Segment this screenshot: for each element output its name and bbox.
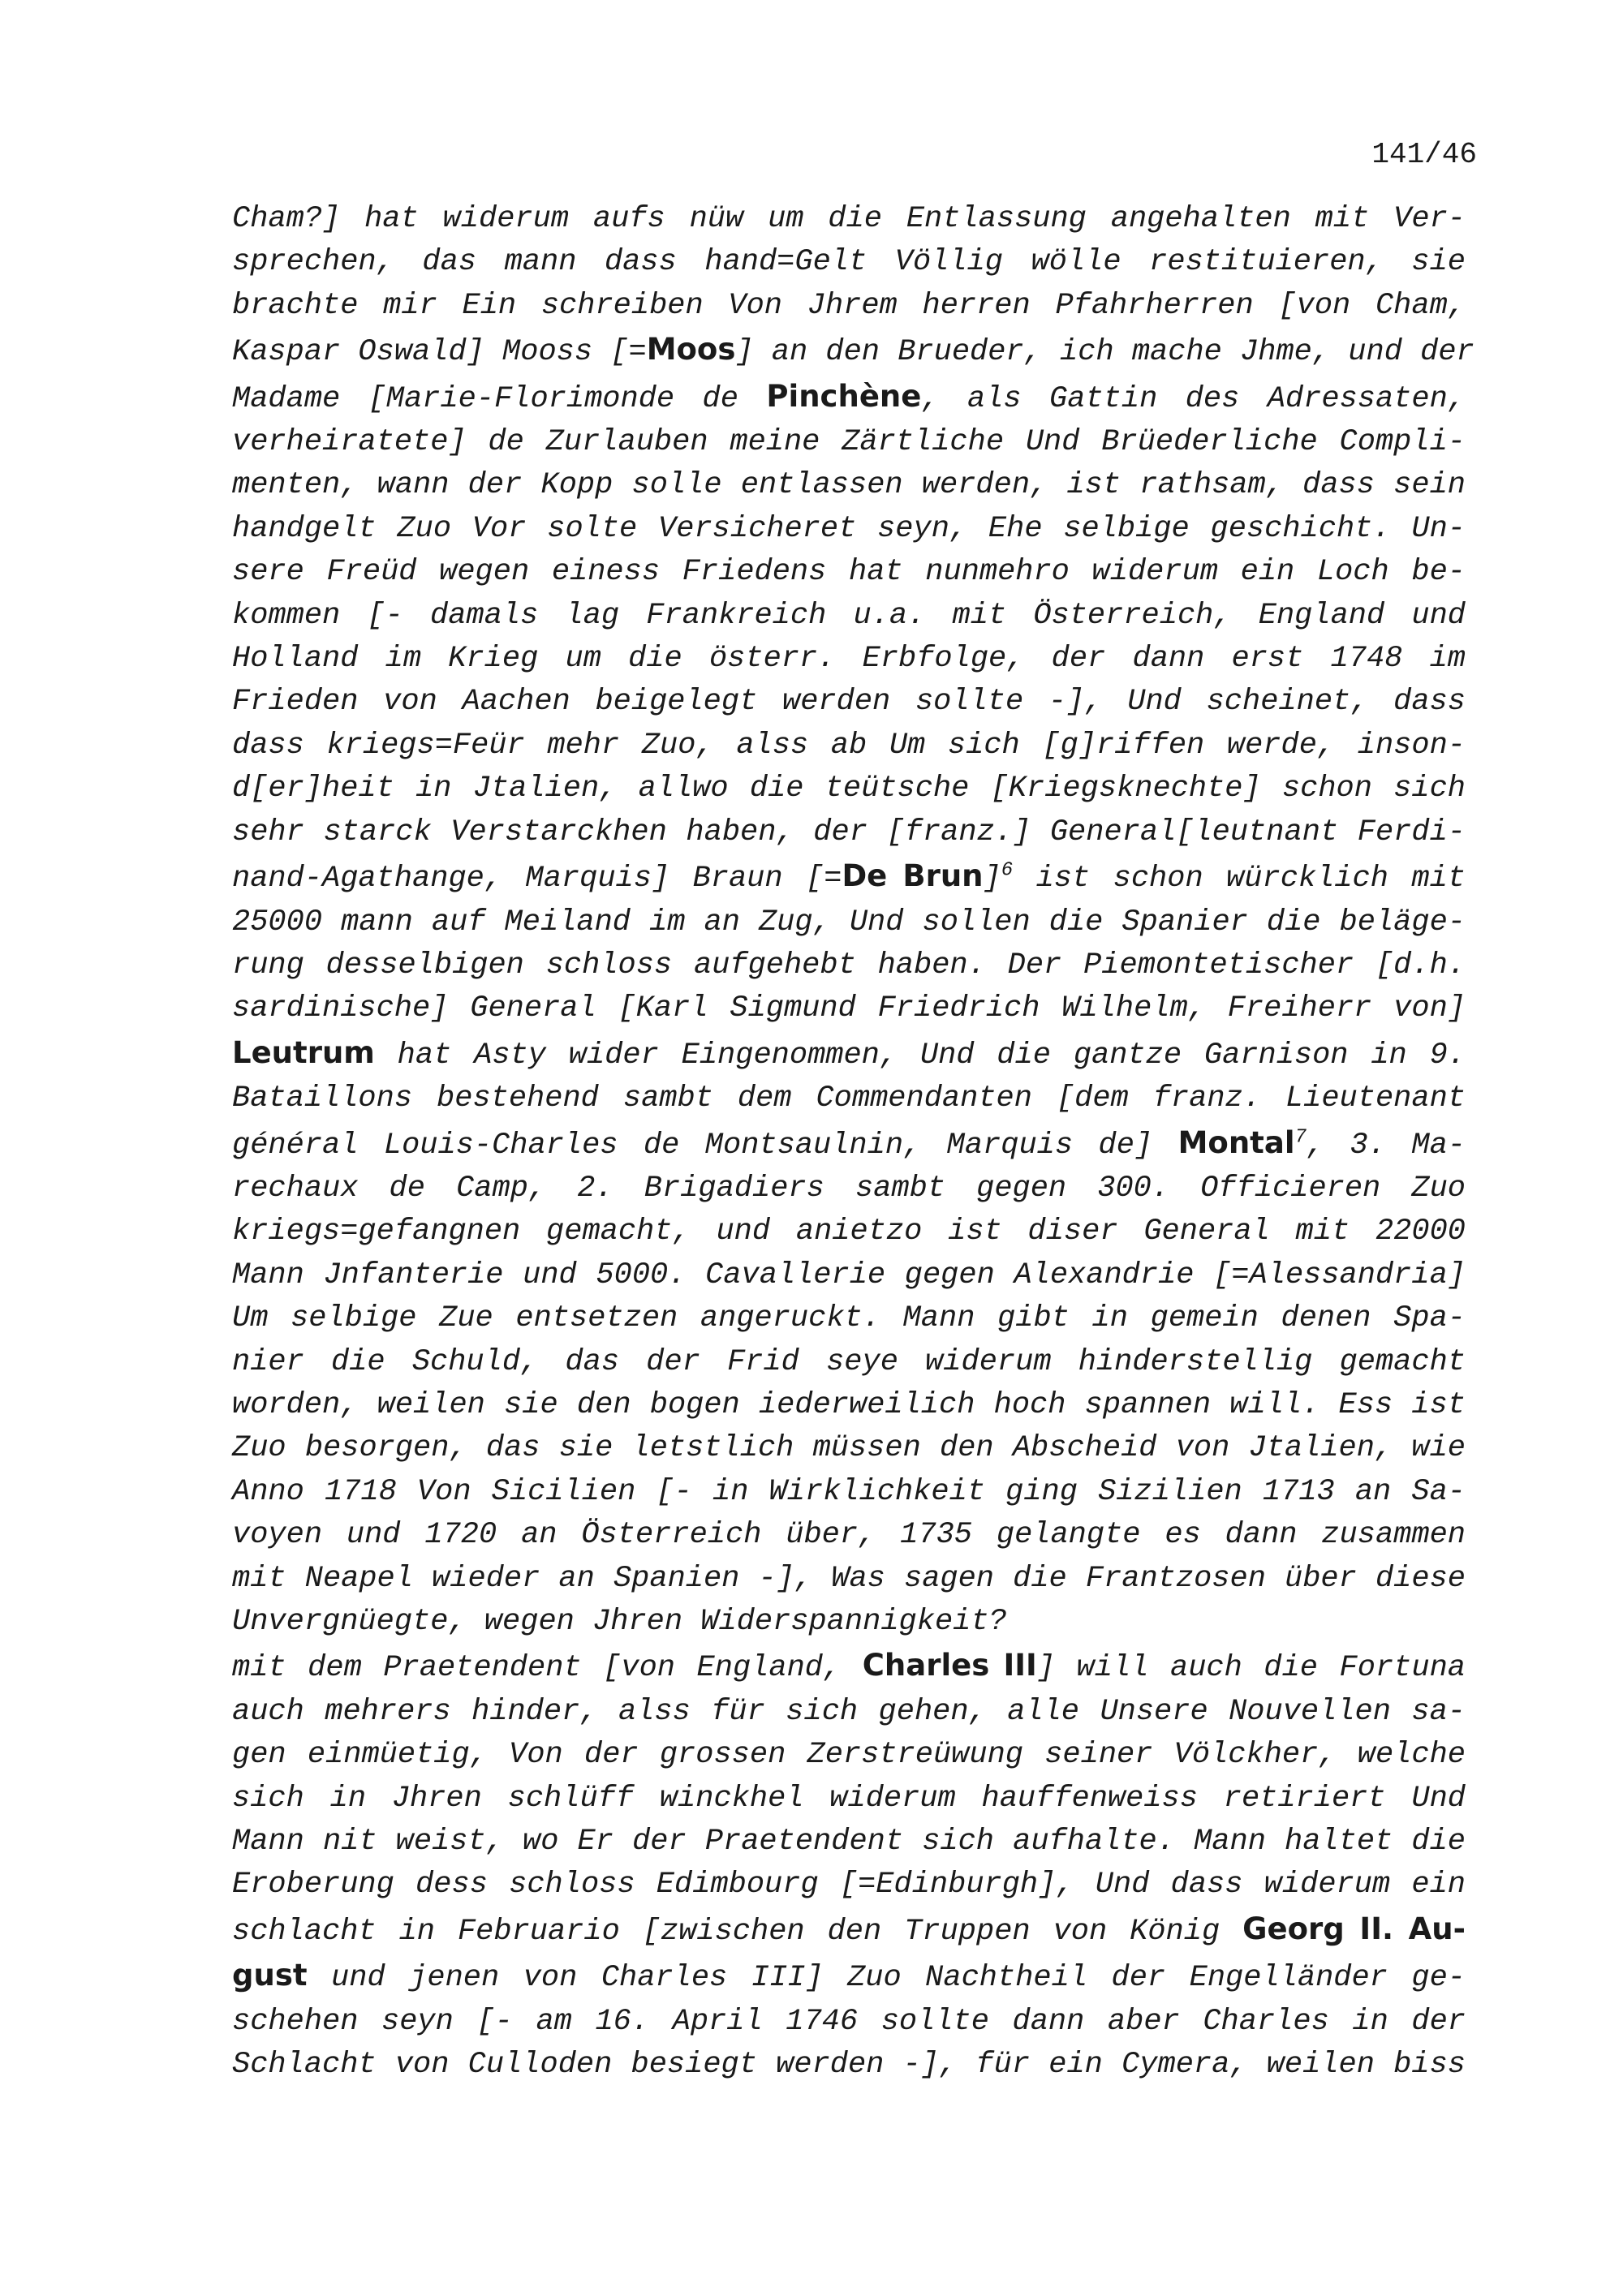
text-line [232, 1077, 1466, 1120]
text-line [232, 767, 1466, 810]
text-line [232, 2044, 1466, 2087]
text-line [232, 901, 1466, 944]
text-line [232, 2001, 1466, 2044]
text-segment: nand-Agathange, Marquis] Braun [= [232, 862, 842, 896]
footnote-reference: 6 [1001, 859, 1014, 882]
footnote-reference: 7 [1294, 1126, 1307, 1149]
highlighted-name: gust [232, 1958, 308, 1993]
text-segment: sere Freüd wegen einess Friedens hat nunmehro widerum ein Loch be- [232, 555, 1466, 590]
text-line [232, 1734, 1466, 1777]
text-segment: Um selbige Zue entsetzen angeruckt. Mann gibt in gemein denen Spa- [232, 1301, 1466, 1336]
text-segment: Mann nit weist, wo Er der Praetendent sich aufhalte. Mann haltet die [232, 1825, 1466, 1860]
highlighted-name: Montal [1177, 1124, 1295, 1160]
text-segment: verheiratete] de Zurlauben meine Zärtliche Und Brüederliche Compli- [232, 425, 1466, 460]
text-line [232, 1558, 1466, 1601]
text-segment: Frieden von Aachen beigelegt werden sollte -], Und scheinet, dass [232, 685, 1466, 720]
text-line [232, 285, 1466, 328]
text-segment: voyen und 1720 an Österreich über, 1735 gelangte es dann zusammen [232, 1518, 1466, 1553]
text-line [232, 854, 1466, 901]
text-segment: handgelt Zuo Vor solte Versicheret seyn, Ehe selbige geschicht. Un- [232, 511, 1466, 546]
text-segment: Bataillons bestehend sambt dem Commendanten [dem franz. Lieutenant [232, 1081, 1466, 1116]
text-line [232, 551, 1466, 594]
text-segment: ] will auch die Fortuna [1036, 1651, 1466, 1686]
text-segment: rung desselbigen schloss aufgehebt haben. Der Piemontetischer [d.h. [232, 948, 1466, 982]
text-segment: und jenen von Charles III] Zuo Nachtheil der Engelländer ge- [307, 1961, 1466, 1996]
text-line [232, 638, 1466, 681]
highlighted-name: Moos [646, 332, 736, 368]
text-segment: mit dem Praetendent [von England, [232, 1651, 863, 1686]
text-segment: gen einmüetig, Von der grossen Zerstreüwung seiner Völckher, welche [232, 1738, 1466, 1773]
text-line [232, 724, 1466, 767]
text-segment: schehen seyn [- am 16. April 1746 sollte dann aber Charles in der [232, 2004, 1466, 2039]
text-segment: d[er]heit in Jtalien, allwo die teütsche [Kriegsknechte] schon sich [232, 772, 1466, 806]
text-segment: kriegs=gefangnen gemacht, und anietzo ist diser General mit 22000 [232, 1215, 1466, 1249]
text-line [232, 1691, 1466, 1734]
text-segment: Zuo besorgen, das sie letstlich müssen den Abscheid von Jtalien, wie [232, 1431, 1466, 1466]
text-segment: Unvergnüegte, wegen Jhren Widerspannigkeit? [232, 1605, 1007, 1639]
text-segment: Eroberung dess schloss Edimbourg [=Edinburgh], Und dass widerum ein [232, 1868, 1466, 1903]
text-segment: rechaux de Camp, 2. Brigadiers sambt gegen 300. Officieren Zuo [232, 1171, 1466, 1206]
text-segment: Schlacht von Culloden besiegt werden -], für ein Cymera, weilen biss [232, 2048, 1466, 2083]
text-line [232, 811, 1466, 854]
text-segment: ] an den Brueder, ich mache Jhme, und der [735, 335, 1474, 370]
text-line [232, 508, 1466, 551]
text-segment: ] [983, 862, 1001, 896]
text-line [232, 421, 1466, 464]
text-line [232, 1384, 1466, 1427]
highlighted-name: Charles III [862, 1648, 1037, 1683]
text-line [232, 1341, 1466, 1384]
text-segment: Madame [Marie-Florimonde de [232, 381, 767, 416]
text-segment: nier die Schuld, das der Frid seye widerum hinderstellig gemacht [232, 1344, 1466, 1379]
text-line [232, 1954, 1466, 2000]
text-line [232, 375, 1466, 421]
highlighted-name: De Brun [842, 858, 984, 894]
text-segment: menten, wann der Kopp solle entlassen werden, ist rathsam, dass sein [232, 468, 1466, 503]
text-segment: worden, weilen sie den bogen iederweilich hoch spannen will. Ess ist [232, 1387, 1466, 1422]
text-segment: Holland im Krieg um die österr. Erbfolge, der dann erst 1748 im [232, 642, 1466, 677]
highlighted-name: Pinchène [766, 378, 922, 414]
highlighted-name: Georg II. Au- [1242, 1911, 1466, 1946]
text-segment: , als Gattin des Adressaten, [921, 381, 1466, 416]
text-segment: Kaspar Oswald] Mooss [= [232, 335, 647, 370]
text-line [232, 1167, 1466, 1210]
text-line [232, 1471, 1466, 1514]
text-line [232, 1864, 1466, 1907]
text-segment: sehr starck Verstarckhen haben, der [franz.] General[leutnant Ferdi- [232, 815, 1466, 849]
text-line [232, 1297, 1466, 1340]
text-segment: ist schon würcklich mit [1013, 862, 1466, 896]
text-line [232, 1427, 1466, 1470]
text-line [232, 1821, 1466, 1864]
text-line [232, 328, 1474, 374]
text-segment: Cham?] hat widerum aufs nüw um die Entlassung angehalten mit Ver- [232, 202, 1466, 236]
text-line [232, 1031, 1466, 1077]
text-line [232, 1907, 1466, 1954]
text-line [232, 1254, 1466, 1297]
text-line [232, 464, 1466, 507]
text-segment: brachte mir Ein schreiben Von Jhrem herren Pfahrherren [von Cham, [232, 288, 1466, 323]
text-segment: 25000 mann auf Meiland im an Zug, Und sollen die Spanier die beläge- [232, 905, 1466, 939]
text-segment: sardinische] General [Karl Sigmund Friedrich Wilhelm, Freiherr von] [232, 991, 1466, 1026]
page-number: 141/46 [1371, 138, 1477, 171]
text-line [232, 681, 1466, 724]
text-line [232, 1778, 1466, 1821]
text-line [232, 944, 1466, 987]
text-segment: général Louis-Charles de Montsaulnin, Marquis de] [232, 1128, 1178, 1163]
text-segment: hat Asty wider Eingenommen, Und die gantze Garnison in 9. [374, 1038, 1466, 1073]
text-line [232, 1514, 1466, 1557]
text-line [232, 241, 1466, 284]
text-segment: mit Neapel wieder an Spanien -], Was sagen die Frantzosen über diese [232, 1561, 1466, 1596]
text-line [232, 595, 1466, 638]
text-segment: , 3. Ma- [1306, 1128, 1466, 1163]
text-line [232, 198, 1466, 241]
text-line [232, 987, 1466, 1030]
text-segment: Mann Jnfanterie und 5000. Cavallerie gegen Alexandrie [=Alessandria] [232, 1258, 1466, 1292]
text-segment: sich in Jhren schlüff winckhel widerum hauffenweiss retiriert Und [232, 1781, 1466, 1816]
text-line [232, 1644, 1466, 1690]
text-segment: Anno 1718 Von Sicilien [- in Wirklichkeit ging Sizilien 1713 an Sa- [232, 1474, 1466, 1509]
text-segment: sprechen, das mann dass hand=Gelt Völlig wölle restituieren, sie [232, 245, 1466, 280]
letter-transcription-text [232, 198, 1474, 2087]
text-segment: schlacht in Februario [zwischen den Truppen von König [232, 1914, 1243, 1949]
text-line [232, 1210, 1466, 1253]
text-line [232, 1121, 1466, 1167]
highlighted-name: Leutrum [232, 1034, 375, 1070]
text-line [232, 1601, 1466, 1644]
text-segment: dass kriegs=Feür mehr Zuo, alss ab Um sich [g]riffen werde, inson- [232, 728, 1466, 763]
text-segment: auch mehrers hinder, alss für sich gehen, alle Unsere Nouvellen sa- [232, 1694, 1466, 1729]
text-segment: kommen [- damals lag Frankreich u.a. mit Österreich, England und [232, 598, 1466, 633]
